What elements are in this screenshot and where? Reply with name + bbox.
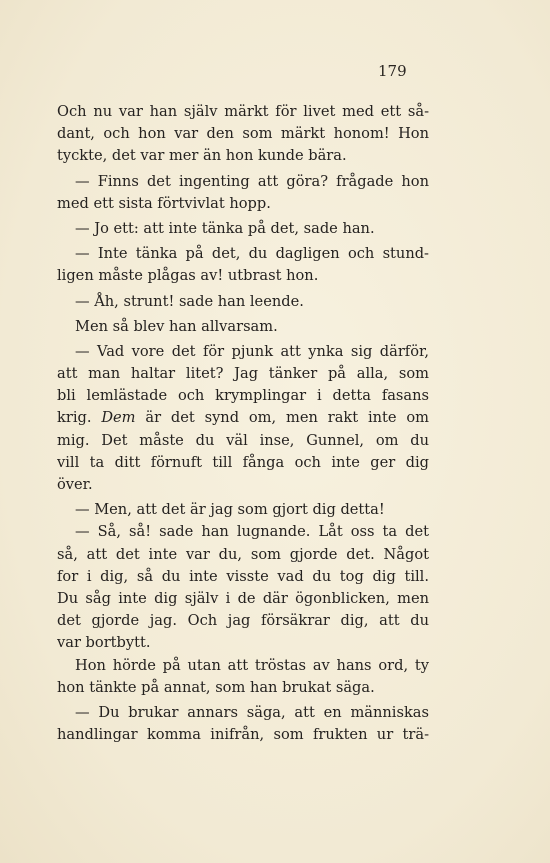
text-line: Och nu var han själv märkt för livet med ett så- [57, 103, 429, 120]
text-line: — Finns det ingenting att göra? frågade hon [75, 172, 429, 190]
text-line: handlingar komma inifrån, som frukten ur trä- [57, 726, 429, 744]
text-line: for i dig, så du inte visste vad du tog dig till. [57, 567, 429, 585]
page-number: 179 [378, 62, 407, 80]
text-line: det gjorde jag. Och jag försäkrar dig, att du [57, 612, 429, 630]
text-line: var bortbytt. [57, 634, 151, 652]
body-text [57, 101, 429, 746]
text-line: — Åh, strunt! sade han leende. [75, 292, 304, 310]
text-line: — Så, så! sade han lugnande. Låt oss ta det [75, 523, 429, 541]
text-line: — Du brukar annars säga, att en människas [75, 703, 429, 721]
text-line: bli lemlästade och krymplingar i detta fasans [57, 387, 429, 405]
text-line: tyckte, det var mer än hon kunde bära. [57, 147, 347, 165]
text-line: — Men, att det är jag som gjort dig detta! [75, 501, 385, 519]
text-line: över. [57, 476, 93, 493]
text-line: att man haltar litet? Jag tänker på alla, som [57, 365, 429, 383]
text-line: Men så blev han allvarsam. [75, 317, 278, 335]
text-line: krig. Dem är det synd om, men rakt inte om [57, 409, 429, 427]
text-line: vill ta ditt förnuft till fånga och inte ger dig [57, 453, 429, 471]
text-line: — Jo ett: att inte tänka på det, sade han. [75, 219, 375, 237]
text-line: mig. Det måste du väl inse, Gunnel, om du [57, 431, 429, 449]
text-line: dant, och hon var den som märkt honom! Hon [57, 125, 429, 143]
text-line: — Vad vore det för pjunk att ynka sig därför, [75, 342, 429, 360]
text-line: Du såg inte dig själv i de där ögonblicken, men [57, 589, 429, 607]
text-line: så, att det inte var du, som gjorde det. Något [57, 545, 429, 563]
text-line: Hon hörde på utan att tröstas av hans ord, ty [75, 656, 429, 674]
text-line: ligen måste plågas av! utbrast hon. [57, 267, 319, 285]
text-line: — Inte tänka på det, du dagligen och stund- [75, 245, 429, 263]
text-line: hon tänkte på annat, som han brukat säga. [57, 678, 375, 696]
text-line: med ett sista förtvivlat hopp. [57, 194, 271, 212]
